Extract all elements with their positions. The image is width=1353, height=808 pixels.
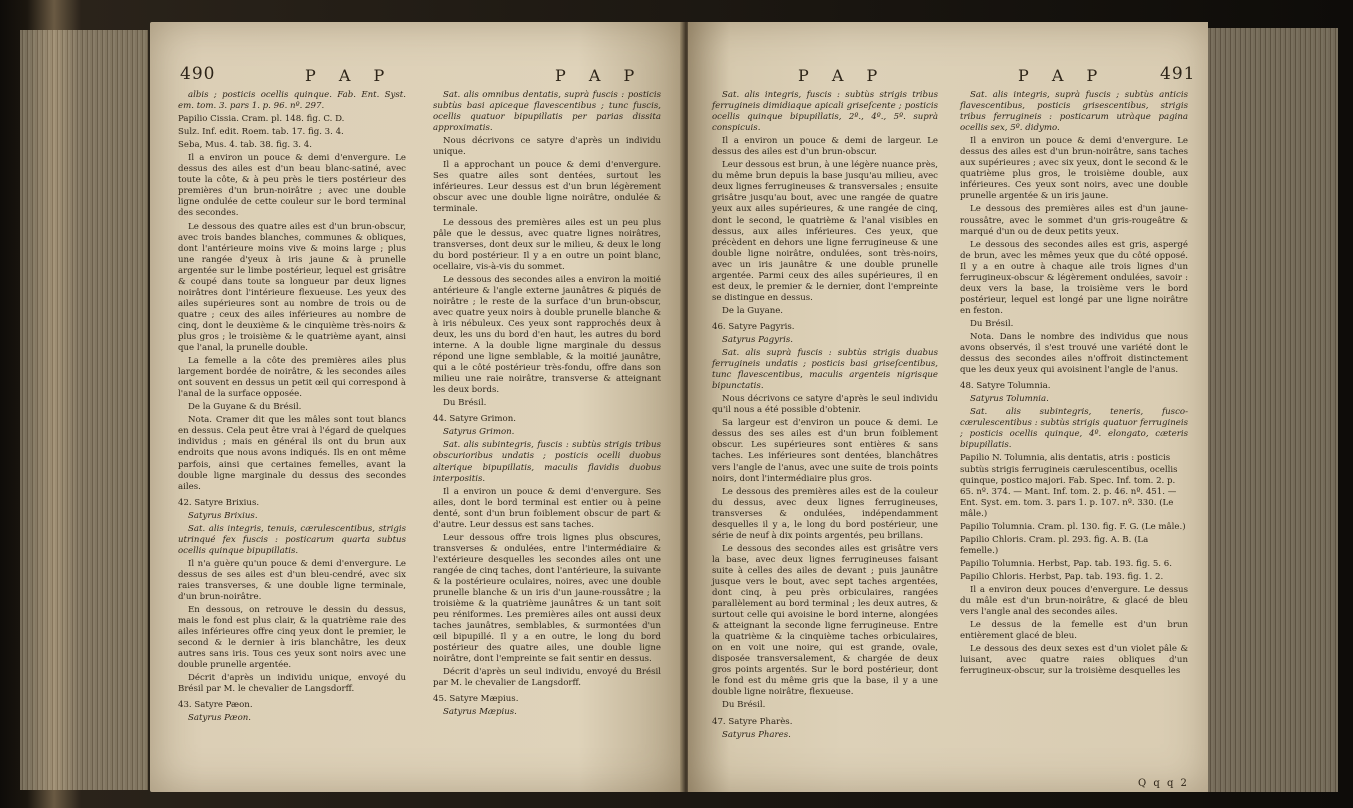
paragraph: Décrit d'après un seul individu, envoyé du Brésil par M. le chevalier de Langsdorff. [433, 667, 661, 689]
paragraph: Du Brésil. [722, 700, 766, 711]
section-heading: 48. Satyre Tolumnia. [960, 381, 1051, 392]
paragraph: Satyrus Mæpius. [443, 707, 517, 718]
section-heading: 44. Satyre Grimon. [433, 414, 516, 425]
paragraph: Sat. alis integris, tenuis, cærulescentibus, strigis utrinqué fex fuscis : posticarum quarta subtus ocellis quinque bipupillatis. [178, 523, 406, 556]
paragraph: Le dessous des deux sexes est d'un violet pâle & luisant, avec quatre raies obliques d'un ferrugineux-obscur, sur la troisième desquelles les [960, 644, 1188, 677]
running-head: P A P [1018, 66, 1107, 85]
paragraph: Il a environ un pouce & demi d'envergure. Ses ailes, dont le bord terminal est entier ou à peine denté, sont d'un brun foiblement obscur de part & d'autre. Leur dessus est sans taches. [433, 486, 661, 530]
paragraph: Il a environ un pouce & demi d'envergure. Le dessus des ailes est d'un brun-noirâtre, sans taches aux supérieures ; avec six yeux, dont le second & le quatrième plus gros, le troisième double, aux inférieures. Ces yeux sont noirs, avec une double prunelle argentée & un iris jaune. [960, 136, 1188, 202]
paragraph: Papilio Tolumnia. Cram. pl. 130. fig. F. G. (Le mâle.) [960, 521, 1186, 532]
paragraph: Leur dessous est brun, à une légère nuance près, du même brun depuis la base jusqu'au milieu, avec deux lignes ferrugineuses & transversales ; ensuite grisâtre jusqu'au bout, avec une rangée de quatre yeux aux ailes supérieures, & une rangée de cinq, dont le second, le quatrième & l'anal visibles en dessus, aux ailes inférieures. Ces yeux, que précèdent en dehors une ligne ferrugineuse & une double ligne noirâtre, ondulées, sont très-noirs, avec un iris jaunâtre & une double prunelle argentée. Parmi ceux des ailes supérieures, il en est deux, le premier & le dernier, dont l'empreinte se distingue en dessus. [712, 160, 938, 303]
signature-mark: Q q q 2 [1138, 778, 1189, 789]
paragraph: Sat. alis integris, suprà fuscis ; subtùs anticis flavescentibus, posticis grisescentibus, strigis tribus ferrugineis : posticarum utràque pagina ocellis sex, 5º. didymo. [960, 90, 1188, 134]
paragraph: Seba, Mus. 4. tab. 38. fig. 3. 4. [178, 140, 312, 151]
running-head: P A P [798, 66, 887, 85]
paragraph: Il a environ deux pouces d'envergure. Le dessus du mâle est d'un brun-noirâtre, & glacé de bleu vers l'angle anal des secondes ailes. [960, 584, 1188, 618]
running-head: P A P [555, 66, 644, 85]
section-heading: 45. Satyre Mæpius. [433, 694, 519, 705]
page-edges-right [1208, 28, 1338, 792]
paragraph: Il a approchant un pouce & demi d'envergure. Ses quatre ailes sont dentées, surtout les inférieures. Leur dessus est d'un brun légèrement obscur avec une double ligne noirâtre, ondulée & terminale. [433, 160, 661, 215]
paragraph: Nota. Dans le nombre des individus que nous avons observés, il s'est trouvé une variété dont le dessus des secondes ailes n'offroit distinctement que les deux yeux qui avoisinent l'angle de l'anus. [960, 331, 1188, 376]
paragraph: Papilio N. Tolumnia, alis dentatis, atris : posticis subtùs strigis ferrugineis cærulescentibus, ocellis quinque, postico majori. Fab. Spec. Inf. tom. 2. p. 65. nº. 374. — Mant. Inf. tom. 2. p. 46. nº. 451. — Ent. Syst. em. tom. 3. pars 1. p. 107. nº. 330. (Le mâle.) [960, 453, 1178, 519]
paragraph: Satyrus Phares. [722, 729, 791, 740]
running-head: P A P [305, 66, 394, 85]
section-heading: 43. Satyre Pæon. [178, 700, 253, 711]
paragraph: Satyrus Brixius. [188, 510, 258, 521]
paragraph: Décrit d'après un individu unique, envoyé du Brésil par M. le chevalier de Langsdorff. [178, 673, 406, 695]
paragraph: Satyrus Tolumnia. [970, 394, 1049, 405]
paragraph: Le dessous des secondes ailes est grisâtre vers la base, avec deux lignes ferrugineuses faisant suite à celles des ailes de devant ; puis jaunâtre jusque vers le bout, avec sept taches argentées, dont cinq, à peu près orbiculaires, rangées parallèlement au bord terminal ; les deux autres, & surtout celle qui avoisine le bord interne, alongées & atteignant la seconde ligne ferrugineuse. Entre la quatrième & la cinquième taches orbiculaires, on en voit une noire, qui est grande, ovale, disposée transversalement, & chargée de deux gros points argentés. Sur le bord postérieur, dont le fond est du même gris que la base, il y a une double ligne noirâtre, flexueuse. [712, 543, 938, 698]
text-column [960, 90, 1188, 679]
section-heading: 47. Satyre Pharès. [712, 716, 793, 727]
paragraph: Il n'a guère qu'un pouce & demi d'envergure. Le dessus de ses ailes est d'un bleu-cendré, avec six raies transverses, & une double ligne terminale, d'un brun-noirâtre. [178, 558, 406, 603]
section-heading: 42. Satyre Brixius. [178, 497, 260, 508]
paragraph: Le dessous des secondes ailes est gris, aspergé de brun, avec les mêmes yeux que du côté opposé. Il y a en outre à chaque aile trois lignes d'un ferrugineux-obscur & légèrement ondulées, savoir : deux vers la base, la troisième vers le bord postérieur, lequel est longé par une ligne noirâtre en feston. [960, 239, 1188, 316]
paragraph: Il a environ un pouce & demi de largeur. Le dessus des ailes est d'un brun-obscur. [712, 136, 938, 158]
paragraph: Nous décrivons ce satyre d'après un individu unique. [433, 136, 661, 158]
right-page [688, 22, 1208, 792]
text-column [178, 90, 406, 727]
paragraph: Il a environ un pouce & demi d'envergure. Le dessus des ailes est d'un beau blanc-satiné, avec toute la côte, & à peu près le tiers postérieur des premières d'un brun-noirâtre ; avec une double ligne ondulée de cette couleur sur le bord terminal des secondes. [178, 153, 406, 219]
paragraph: Le dessous des premières ailes est d'un jaune-roussâtre, avec le sommet d'un gris-rougeâtre & marqué d'un ou de deux petits yeux. [960, 204, 1188, 237]
paragraph: La femelle a la côte des premières ailes plus largement bordée de noirâtre, & les secondes ailes ont souvent en dessus un petit œil qui correspond à l'anal de la surface opposée. [178, 356, 406, 400]
paragraph: Sat. alis subintegris, teneris, fusco-cærulescentibus : subtùs strigis quatuor ferrugineis ; posticis ocellis quinque, 4º. elongato, cæteris bipupillatis. [960, 407, 1188, 451]
text-column [433, 90, 661, 721]
paragraph: Le dessous des premières ailes est un peu plus pâle que le dessus, avec quatre lignes noirâtres, transverses, dont deux sur le milieu, & deux le long du bord postérieur. Il y a en outre un point blanc, ocellaire, vis-à-vis du sommet. [433, 217, 661, 272]
paragraph: Papilio Chloris. Cram. pl. 293. fig. A. B. (La femelle.) [960, 534, 1149, 556]
paragraph: Le dessous des secondes ailes a environ la moitié antérieure & l'angle externe jaunâtres & piqués de noirâtre ; le reste de la surface d'un brun-obscur, avec quatre yeux noirs à double prunelle blanche & à iris nébuleux. Ces yeux sont rapprochés deux à deux, les uns du bord d'en haut, les autres du bord interne. A la double ligne marginale du dessus répond une ligne semblable, & la moitié jaunâtre, qui a le côté postérieur très-fondu, offre dans son milieu une raie noirâtre, transverse & atteignant les deux bords. [433, 274, 661, 396]
paragraph: Le dessous des premières ailes est de la couleur du dessus, avec deux lignes ferrugineuses, transverses & ondulées, indépendamment desquelles il y a, le long du bord postérieur, une série de neuf à dix points argentés, peu brillans. [712, 486, 938, 541]
paragraph: Du Brésil. [443, 398, 487, 409]
paragraph: albis ; posticis ocellis quinque. Fab. Ent. Syst. em. tom. 3. pars 1. p. 96. nº. 297. [178, 90, 406, 112]
paragraph: Satyrus Pagyris. [722, 334, 793, 345]
paragraph: Papilio Chloris. Herbst, Pap. tab. 193. fig. 1. 2. [960, 571, 1164, 582]
page-number: 491 [1160, 64, 1196, 84]
paragraph: Sulz. Inf. edit. Roem. tab. 17. fig. 3. 4. [178, 127, 344, 138]
page-edges-left [20, 30, 148, 790]
paragraph: Le dessous des quatre ailes est d'un brun-obscur, avec trois bandes blanches, communes & obliques, dont l'antérieure moins vive & moins large ; plus une rangée d'yeux à iris jaune & à prunelle argentée sur le limbe postérieur, lequel est grisâtre & coupé dans toute sa longueur par deux lignes noirâtres dont l'intérieure flexueuse. Les yeux des ailes supérieures sont au nombre de trois ou de quatre ; ceux des ailes inférieures au nombre de cinq, dont le deuxième & le cinquième très-noirs & plus gros ; le troisième & le quatrième ayant, ainsi que l'anal, la prunelle double. [178, 221, 406, 354]
paragraph: Sat. alis suprà fuscis : subtùs strigis duabus ferrugineis undatis ; posticis basi griseſcentibus, tunc flavescentibus, maculis argenteis nigrisque bipunctatis. [712, 348, 938, 392]
paragraph: Papilio Tolumnia. Herbst, Pap. tab. 193. fig. 5. 6. [960, 558, 1172, 569]
paragraph: Satyrus Pæon. [188, 713, 252, 724]
paragraph: Nota. Cramer dit que les mâles sont tout blancs en dessus. Cela peut être vrai à l'égard de quelques individus ; mais en général ils ont du brun aux endroits que nous avons indiqués. Ils en ont même parfois, ainsi que certaines femelles, avant la double ligne marginale du dessus des secondes ailes. [178, 415, 406, 492]
paragraph: De la Guyane & du Brésil. [188, 402, 302, 413]
paragraph: Satyrus Grimon. [443, 427, 515, 438]
text-column [712, 90, 938, 743]
paragraph: Le dessus de la femelle est d'un brun entièrement glacé de bleu. [960, 620, 1188, 642]
paragraph: Sa largeur est d'environ un pouce & demi. Le dessus des ses ailes est d'un brun foiblement obscur. Les supérieures sont entières & sans taches. Les inférieures sont dentées, blanchâtres vers l'angle de l'anus, avec une suite de trois points noirs, dont l'intermédiaire plus gros. [712, 418, 938, 484]
paragraph: En dessous, on retrouve le dessin du dessus, mais le fond est plus clair, & la quatrième raie des ailes inférieures offre cinq yeux dont le premier, le second & le dernier à iris blanchâtre, les deux autres sans iris. Tous ces yeux sont noirs avec une double prunelle argentée. [178, 605, 406, 671]
page-number: 490 [180, 64, 216, 84]
paragraph: Papilio Cissia. Cram. pl. 148. fig. C. D. [178, 114, 345, 125]
paragraph: Du Brésil. [970, 318, 1014, 329]
paragraph: De la Guyane. [722, 305, 784, 316]
left-page [150, 22, 685, 792]
paragraph: Sat. alis integris, fuscis : subtùs strigis tribus ferrugineis dimidiaque apicali griseſcente ; posticis ocellis quinque bipupillatis, 2º., 4º., 5º. suprà conspicuis. [712, 90, 938, 134]
paragraph: Sat. alis omnibus dentatis, suprà fuscis : posticis subtùs basi apiceque flavescentibus ; tunc fuscis, ocellis quatuor bipupillatis per parias dissita approximatis. [433, 90, 661, 134]
section-heading: 46. Satyre Pagyris. [712, 321, 795, 332]
paragraph: Leur dessous offre trois lignes plus obscures, transverses & ondulées, entre l'intermédiaire & l'extérieure desquelles les secondes ailes ont une rangée de cinq taches, dont l'antérieure, la suivante & la postérieure oculaires, noires, avec une double prunelle blanche & un iris d'un jaune-roussâtre ; la troisième & la quatrième jaunâtres & un tant soit peu réniformes. Les premières ailes ont aussi deux taches jaunâtres, semblables, & surmontées d'un œil bipupillé. Il y a en outre, le long du bord postérieur des quatre ailes, une double ligne noirâtre, dont l'empreinte se fait sentir en dessus. [433, 532, 661, 665]
paragraph: Sat. alis subintegris, fuscis : subtùs strigis tribus obscurioribus undatis ; posticis ocelli duobus alterique bipupillatis, maculis flavidis duobus interpositis. [433, 440, 661, 484]
paragraph: Nous décrivons ce satyre d'après le seul individu qu'il nous a été possible d'obtenir. [712, 394, 938, 416]
